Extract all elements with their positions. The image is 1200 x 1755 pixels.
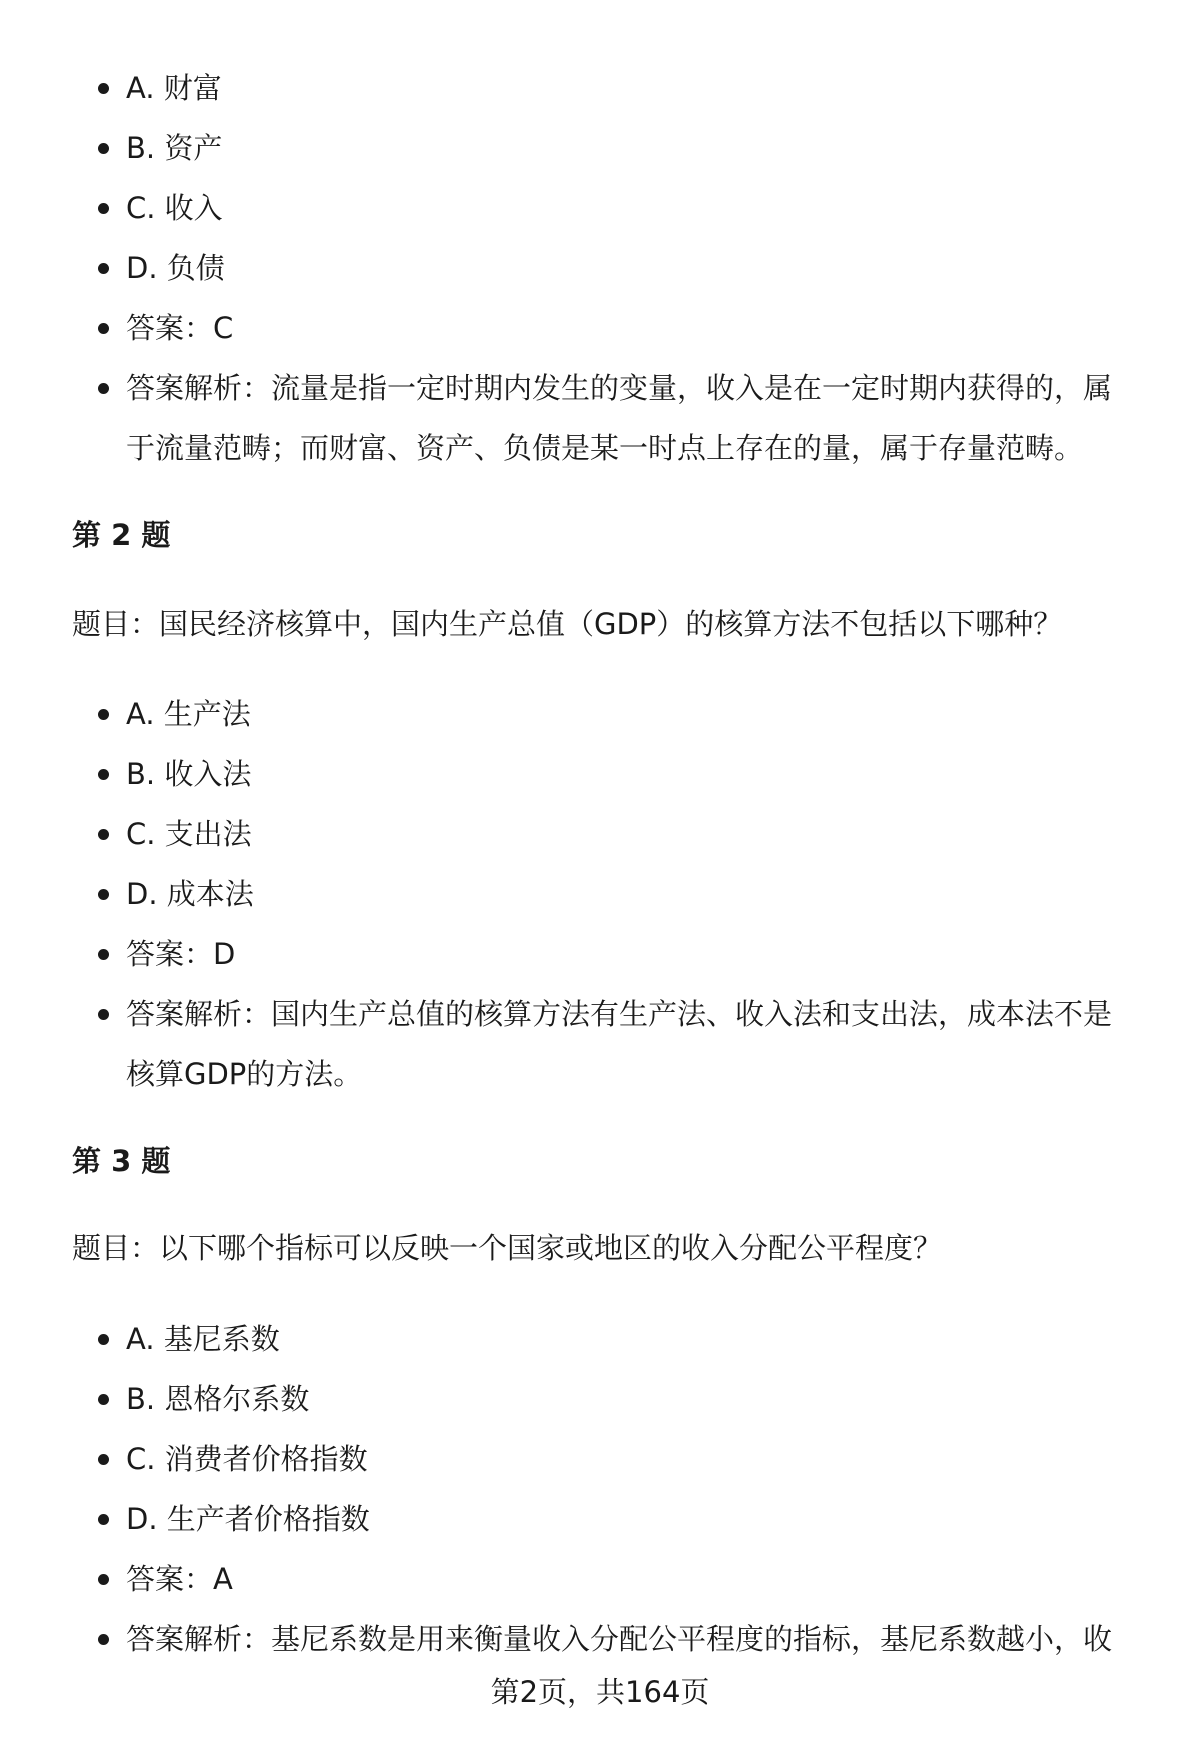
q2-answer: 答案：D <box>0 924 1200 984</box>
q2-option-a: A. 生产法 <box>0 684 1200 744</box>
q2-option-d: D. 成本法 <box>0 864 1200 924</box>
q2-option-c: C. 支出法 <box>0 804 1200 864</box>
q1-option-c: C. 收入 <box>0 178 1200 238</box>
q1-option-b: B. 资产 <box>0 118 1200 178</box>
q2-analysis: 答案解析：国内生产总值的核算方法有生产法、收入法和支出法，成本法不是核算GDP的方法。 <box>0 984 1200 1104</box>
q3-option-c: C. 消费者价格指数 <box>0 1429 1200 1489</box>
q2-stem: 题目：国民经济核算中，国内生产总值（GDP）的核算方法不包括以下哪种？ <box>72 607 1063 641</box>
q3-heading: 第 3 题 <box>72 1144 171 1178</box>
q2-option-list <box>0 684 1200 1104</box>
q1-analysis: 答案解析：流量是指一定时期内发生的变量，收入是在一定时期内获得的，属于流量范畴；而财富、资产、负债是某一时点上存在的量，属于存量范畴。 <box>0 358 1200 478</box>
q1-option-a: A. 财富 <box>0 58 1200 118</box>
q1-option-list <box>0 58 1200 478</box>
q1-option-d: D. 负债 <box>0 238 1200 298</box>
q3-answer: 答案：A <box>0 1549 1200 1609</box>
page-footer: 第2页，共164页 <box>490 1675 710 1709</box>
q3-option-d: D. 生产者价格指数 <box>0 1489 1200 1549</box>
q3-analysis: 答案解析：基尼系数是用来衡量收入分配公平程度的指标，基尼系数越小，收 <box>0 1609 1200 1669</box>
q3-option-b: B. 恩格尔系数 <box>0 1369 1200 1429</box>
q2-heading: 第 2 题 <box>72 518 171 552</box>
q3-option-list <box>0 1309 1200 1669</box>
q3-option-a: A. 基尼系数 <box>0 1309 1200 1369</box>
q1-answer: 答案：C <box>0 298 1200 358</box>
q2-option-b: B. 收入法 <box>0 744 1200 804</box>
q3-stem: 题目：以下哪个指标可以反映一个国家或地区的收入分配公平程度？ <box>72 1231 943 1265</box>
